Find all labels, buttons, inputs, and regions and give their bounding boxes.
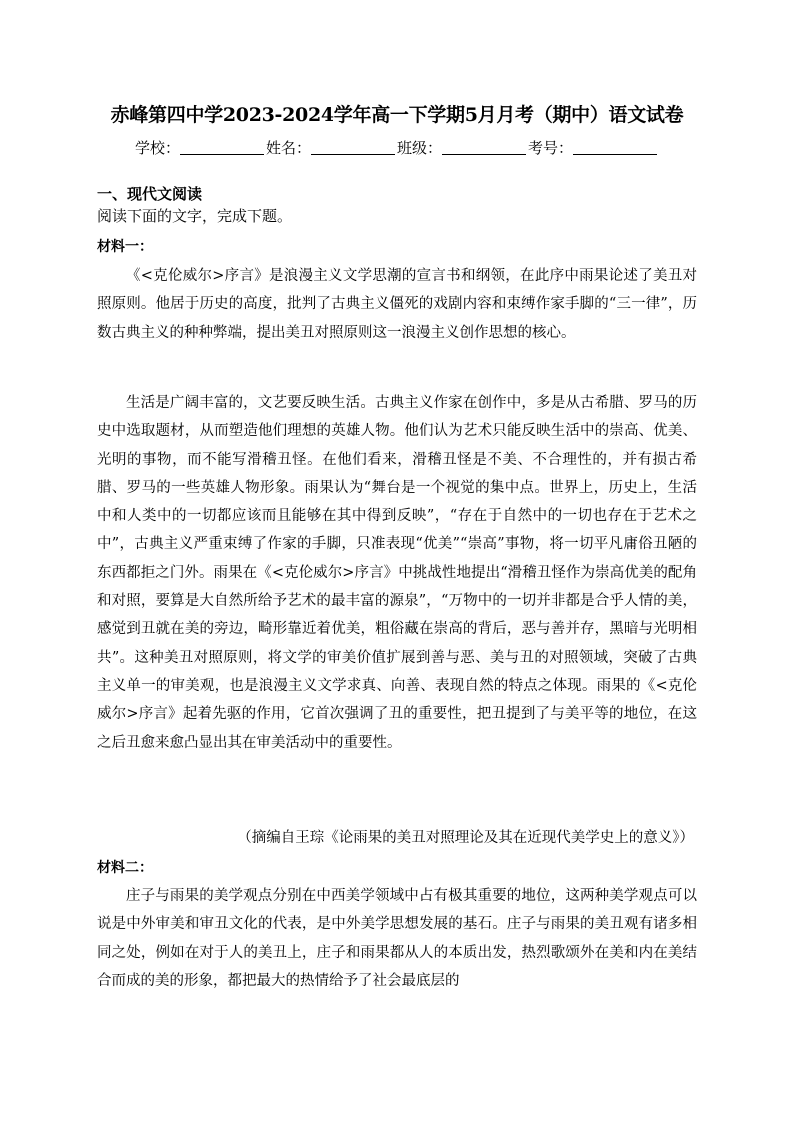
material2-paragraph-1: 庄子与雨果的美学观点分别在中西美学领域中占有极其重要的地位，这两种美学观点可以说是中外审美和审丑文化的代表，是中外美学思想发展的基石。庄子与雨果的美丑观有诸多相同之处，例如在对于人的美丑上，庄子和雨果都从人的本质出发，热烈歌颂外在美和内在美结合而成的美的形象，都把最大的热情给予了社会最底层的 — [97, 888, 697, 989]
number-label: 考号： — [528, 139, 574, 157]
name-field[interactable] — [311, 140, 395, 155]
material1-label: 材料一： — [97, 239, 153, 255]
school-label: 学校： — [134, 139, 180, 157]
class-label: 班级： — [397, 139, 443, 157]
class-field[interactable] — [442, 140, 526, 155]
school-field[interactable] — [180, 140, 264, 155]
name-label: 姓名： — [265, 139, 311, 157]
number-field[interactable] — [573, 140, 657, 155]
student-info-line — [0, 137, 794, 158]
material1-source: （摘编自王琮《论雨果的美丑对照理论及其在近现代美学史上的意义》） — [237, 830, 694, 846]
section-heading: 一、现代文阅读 — [97, 185, 203, 203]
material1-paragraph-1: 《<克伦威尔>序言》是浪漫主义文学思潮的宣言书和纲领，在此序中雨果论述了美丑对照原则。他居于历史的高度，批判了古典主义僵死的戏剧内容和束缚作家手脚的“三一律”，历数古典主义的种种弊端，提出美丑对照原则这一浪漫主义创作思想的核心。 — [97, 268, 697, 341]
section-instruction: 阅读下面的文字，完成下题。 — [97, 207, 293, 225]
material1-paragraph-2: 生活是广阔丰富的，文艺要反映生活。古典主义作家在创作中，多是从古希腊、罗马的历史中选取题材，从而塑造他们理想的英雄人物。他们认为艺术只能反映生活中的崇高、优美、光明的事物，而不能写滑稽丑怪。在他们看来，滑稽丑怪是不美、不合理性的，并有损古希腊、罗马的一些英雄人物形象。雨果认为“舞台是一个视觉的集中点。世界上，历史上，生活中和人类中的一切都应该而且能够在其中得到反映”，“存在于自然中的一切也存在于艺术之中”，古典主义严重束缚了作家的手脚，只准表现“优美”“崇高”事物，将一切平凡庸俗丑陋的东西都拒之门外。雨果在《<克伦威尔>序言》中挑战性地提出“滑稽丑怪作为崇高优美的配角和对照，要算是大自然所给予艺术的最丰富的源泉”，“万物中的一切并非都是合乎人情的美，感觉到丑就在美的旁边，畸形靠近着优美，粗俗藏在崇高的背后，恶与善并存，黑暗与光明相共”。这种美丑对照原则，将文学的审美价值扩展到善与恶、美与丑的对照领域，突破了古典主义单一的审美观，也是浪漫主义文学求真、向善、表现自然的特点之体现。雨果的《<克伦威尔>序言》起着先驱的作用，它首次强调了丑的重要性，把丑提到了与美平等的地位，在这之后丑愈来愈凸显出其在审美活动中的重要性。 — [97, 395, 697, 751]
material2-label: 材料二： — [97, 860, 153, 876]
exam-title: 赤峰第四中学2023-2024学年高一下学期5月月考（期中）语文试卷 — [110, 104, 684, 126]
